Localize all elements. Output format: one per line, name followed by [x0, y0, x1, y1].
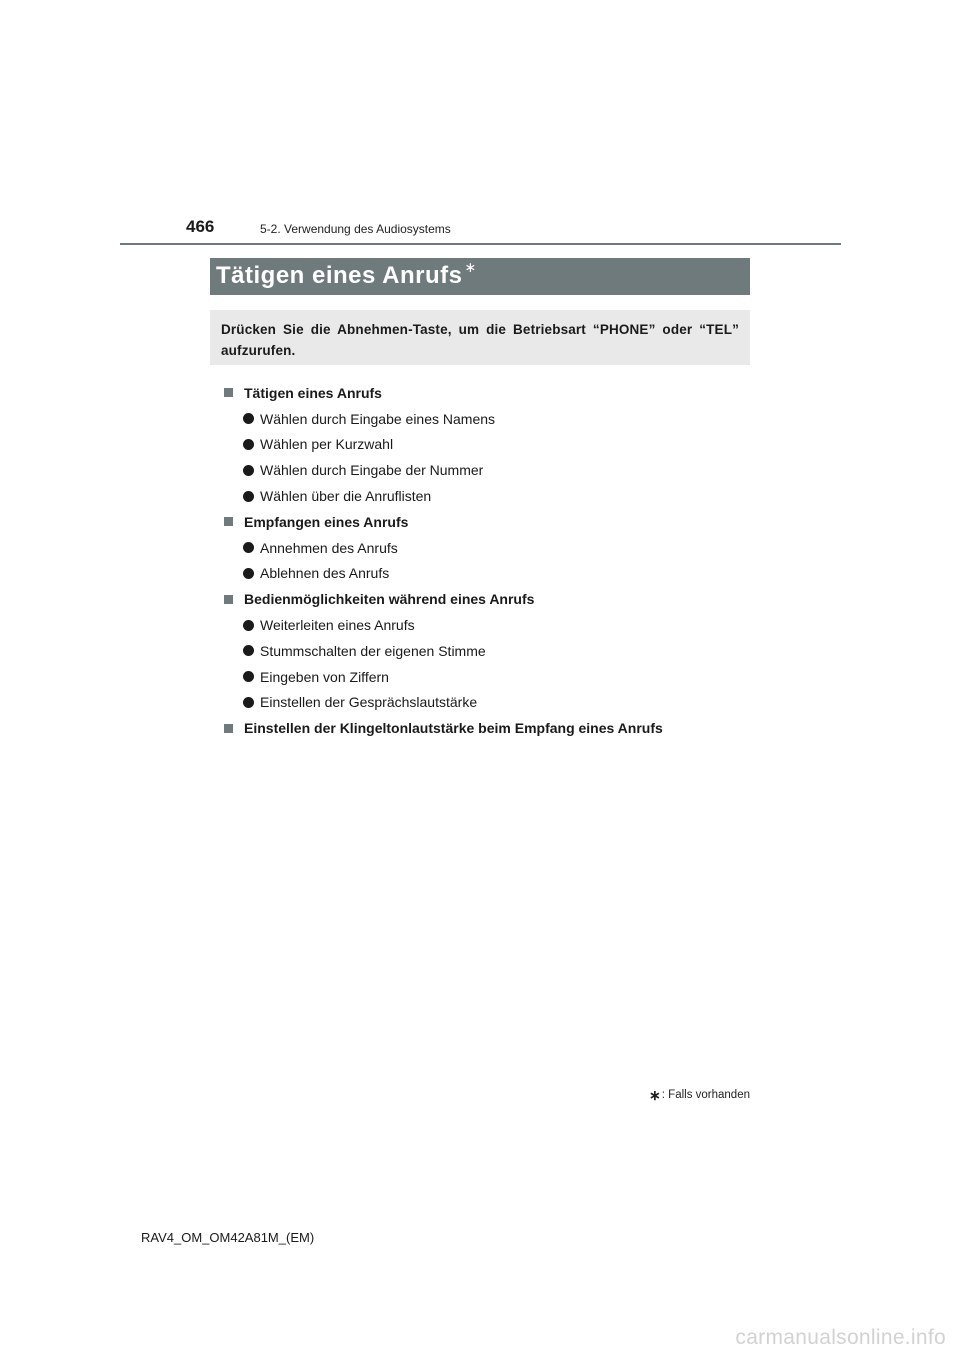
- list-item-text: Einstellen der Gesprächslautstärke: [260, 694, 478, 711]
- list-heading: [222, 715, 762, 741]
- footnote: [649, 1088, 750, 1102]
- footnote-text: : Falls vorhanden: [661, 1089, 750, 1101]
- list-item: [222, 457, 762, 483]
- square-bullet-icon: [224, 595, 233, 604]
- round-bullet-icon: [243, 465, 254, 476]
- list-item: [222, 690, 762, 716]
- chapter-title: 5-2. Verwendung des Audiosystems: [260, 222, 451, 236]
- list-heading: [222, 509, 762, 535]
- list-item: [222, 483, 762, 509]
- list-item: [222, 561, 762, 587]
- square-bullet-icon: [224, 724, 233, 733]
- round-bullet-icon: [243, 568, 254, 579]
- list-item-text: Eingeben von Ziffern: [260, 668, 389, 685]
- function-list: [222, 380, 762, 741]
- list-item-text: Annehmen des Anrufs: [260, 539, 398, 556]
- watermark: carmanualsonline.info: [735, 1326, 946, 1349]
- list-heading-text: Bedienmöglichkeiten während eines Anrufs: [244, 591, 535, 608]
- list-item: [222, 535, 762, 561]
- list-item: [222, 406, 762, 432]
- list-item: [222, 638, 762, 664]
- optional-equipment-asterisk-icon: ∗: [464, 259, 477, 275]
- section-title-bar: [210, 258, 750, 295]
- document-code: RAV4_OM_OM42A81M_(EM): [141, 1230, 315, 1245]
- round-bullet-icon: [243, 491, 254, 502]
- intro-text: Drücken Sie die Abnehmen-Taste, um die Betriebsart “PHONE” oder “TEL” aufzurufen.: [221, 322, 739, 358]
- list-item-text: Wählen durch Eingabe eines Namens: [260, 410, 496, 427]
- round-bullet-icon: [243, 439, 254, 450]
- page-number: 466: [186, 217, 215, 236]
- list-heading: [222, 586, 762, 612]
- list-heading: [222, 380, 762, 406]
- list-heading-text: Einstellen der Klingeltonlautstärke beim Empfang eines Anrufs: [244, 720, 663, 737]
- round-bullet-icon: [243, 620, 254, 631]
- list-item: [222, 432, 762, 458]
- list-item-text: Wählen durch Eingabe der Nummer: [260, 462, 484, 479]
- round-bullet-icon: [243, 697, 254, 708]
- section-title: Tätigen eines Anrufs: [216, 262, 463, 289]
- list-heading-text: Empfangen eines Anrufs: [244, 513, 409, 530]
- list-item-text: Weiterleiten eines Anrufs: [260, 617, 415, 634]
- list-item-text: Wählen per Kurzwahl: [260, 436, 394, 453]
- round-bullet-icon: [243, 645, 254, 656]
- asterisk-icon: ∗: [649, 1087, 661, 1103]
- square-bullet-icon: [224, 388, 233, 397]
- round-bullet-icon: [243, 671, 254, 682]
- square-bullet-icon: [224, 517, 233, 526]
- round-bullet-icon: [243, 413, 254, 424]
- header-divider: [120, 243, 841, 245]
- list-item: [222, 664, 762, 690]
- list-item-text: Stummschalten der eigenen Stimme: [260, 642, 486, 659]
- list-item: [222, 612, 762, 638]
- round-bullet-icon: [243, 542, 254, 553]
- list-item-text: Ablehnen des Anrufs: [260, 565, 390, 582]
- intro-box: [210, 310, 750, 365]
- list-heading-text: Tätigen eines Anrufs: [244, 384, 382, 401]
- list-item-text: Wählen über die Anruflisten: [260, 488, 432, 505]
